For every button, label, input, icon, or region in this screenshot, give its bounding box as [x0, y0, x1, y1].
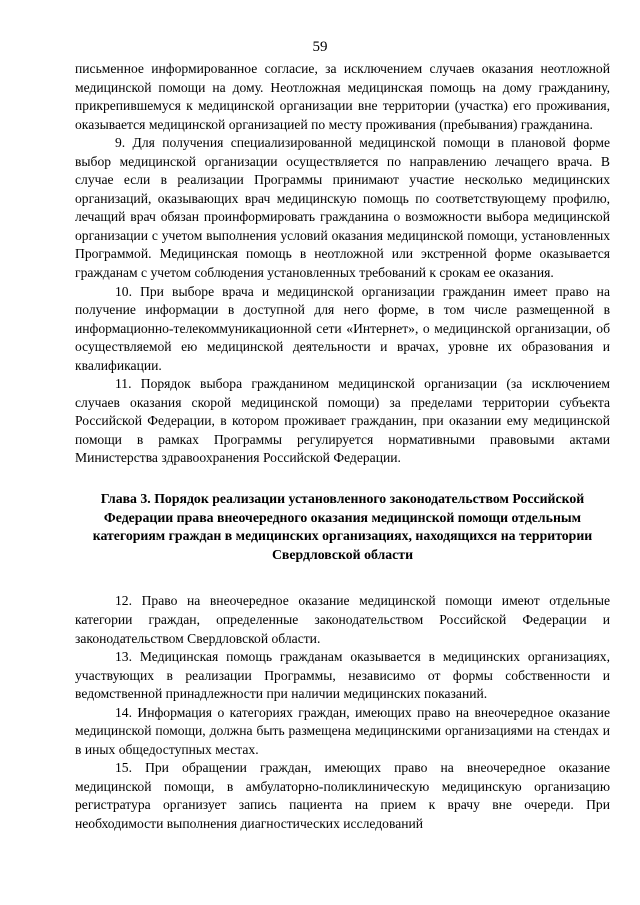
paragraph-10: 10. При выборе врача и медицинской организации гражданин имеет право на получение информации в доступной для него форме, в том числе размещенной в информационно-телекоммуникационной сети «Интернет», о медицинской организации, об осуществляемой ею медицинской деятельности и врачах, уровне их образования и квалификации. — [75, 283, 610, 373]
paragraph-11: 11. Порядок выбора гражданином медицинской организации (за исключением случаев оказания скорой медицинской помощи) за пределами территории субъекта Российской Федерации, в котором проживает гражданин, при оказании ему медицинской помощи в рамках Программы регулируется нормативными правовыми актами Министерства здравоохранения Российской Федерации. — [75, 376, 610, 466]
paragraph-14: 14. Информация о категориях граждан, имеющих право на внеочередное оказание медицинской помощи, должна быть размещена медицинскими организациями на стендах и в иных общедоступных местах. — [75, 704, 610, 757]
paragraph-9: 9. Для получения специализированной медицинской помощи в плановой форме выбор медицинской организации осуществляется по направлению лечащего врача. В случае если в реализации Программы принимают участие несколько медицинских организаций, оказывающих врач медицинскую помощь по соответствующему профилю, лечащий врач обязан проинформировать гражданина о возможности выбора медицинской организации с учетом выполнения условий оказания медицинской помощи, установленных Программой. Медицинская помощь в неотложной или экстренной форме оказывается гражданам с учетом соблюдения установленных требований к срокам ее оказания. — [75, 135, 610, 281]
paragraph-12: 12. Право на внеочередное оказание медицинской помощи имеют отдельные категории граждан, определенные законодательством Российской Федерации и законодательством Свердловской области. — [75, 593, 610, 646]
paragraph-13: 13. Медицинская помощь гражданам оказывается в медицинских организациях, участвующих в реализации Программы, независимо от формы собственности и ведомственной принадлежности при наличии медицинских показаний. — [75, 649, 610, 702]
section-spacer — [75, 564, 610, 592]
page-number: 59 — [312, 39, 328, 55]
chapter-title: Глава 3. Порядок реализации установленного законодательством Российской Федерации права внеочередного оказания медицинской помощи отдельным категориям граждан в медицинских организациях, находящихся на территории Свердловской области — [92, 491, 593, 562]
paragraph-continued: письменное информированное согласие, за исключением случаев оказания неотложной медицинской помощи на дому. Неотложная медицинская помощь на дому гражданину, прикрепившемуся к медицинской организации вне территории (участка) его проживания, оказывается медицинской организацией по месту проживания (пребывания) гражданина. — [75, 61, 610, 132]
paragraph-15: 15. При обращении граждан, имеющих право на внеочередное оказание медицинской помощи, в амбулаторно-поликлиническую медицинскую организацию регистратура организует запись пациента на прием к врачу вне очереди. При необходимости выполнения диагностических исследований — [75, 760, 610, 831]
document-body — [75, 60, 610, 834]
